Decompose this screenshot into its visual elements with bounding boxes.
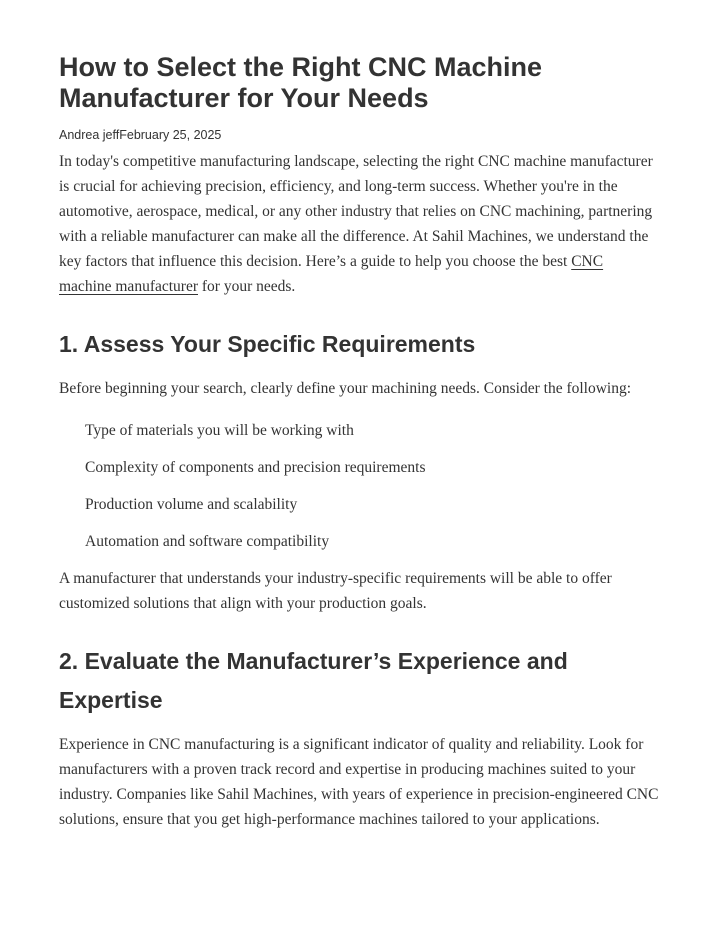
list-item: Production volume and scalability <box>85 496 298 513</box>
article <box>59 52 659 832</box>
list-item: Type of materials you will be working with <box>85 422 354 439</box>
section-heading-experience: 2. Evaluate the Manufacturer’s Experience and Expertise <box>59 648 568 713</box>
experience-paragraph: Experience in CNC manufacturing is a significant indicator of quality and reliability. Look for manufacturers with a proven track record and expertise in producing machines suited to your industry. Companies like Sahil Machines, with years of experience in precision-engineered CNC solutions, ensure that you get high-performance machines tailored to your applications. <box>59 736 659 828</box>
requirements-list <box>59 418 659 554</box>
requirements-closing-paragraph: A manufacturer that understands your industry-specific requirements will be able to offer customized solutions that align with your production goals. <box>59 570 612 612</box>
intro-text-before-link: In today's competitive manufacturing landscape, selecting the right CNC machine manufacturer is crucial for achieving precision, efficiency, and long-term success. Whether you're in the automotive, aerospace, medical, or any other industry that relies on CNC machining, partnering with a reliable manufacturer can make all the difference. At Sahil Machines, we understand the key factors that influence this decision. Here’s a guide to help you choose the best <box>59 153 653 270</box>
article-byline: Andrea jeffFebruary 25, 2025 <box>59 128 222 142</box>
intro-paragraph <box>59 149 659 299</box>
article-title: How to Select the Right CNC Machine Manufacturer for Your Needs <box>59 52 543 113</box>
list-item: Automation and software compatibility <box>85 533 330 550</box>
list-item: Complexity of components and precision requirements <box>85 459 426 476</box>
intro-text-after-link: for your needs. <box>198 278 296 295</box>
requirements-lead-paragraph: Before beginning your search, clearly define your machining needs. Consider the following: <box>59 380 632 397</box>
cnc-machine-manufacturer-link[interactable]: CNC machine manufacturer <box>59 253 604 295</box>
section-heading-requirements: 1. Assess Your Specific Requirements <box>59 331 476 357</box>
